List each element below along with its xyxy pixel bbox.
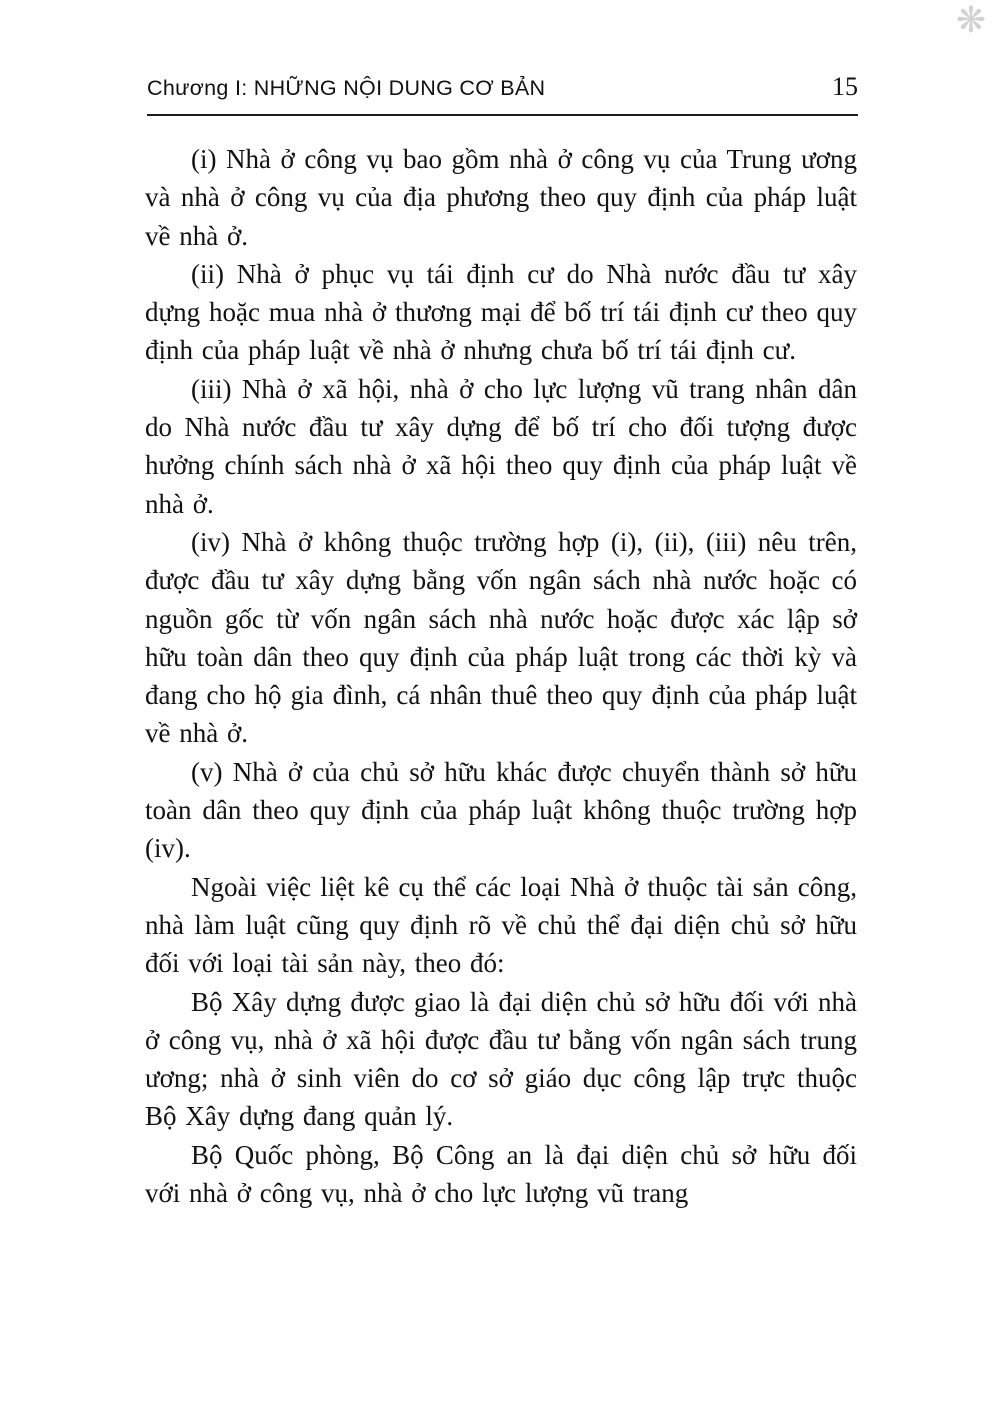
paragraph-ii: (ii) Nhà ở phục vụ tái định cư do Nhà nước đầu tư xây dựng hoặc mua nhà ở thương mại để bố trí tái định cư theo quy định của pháp luật về nhà ở nhưng chưa bố trí tái định cư. [145, 258, 857, 366]
chapter-title: Chương I: NHỮNG NỘI DUNG CƠ BẢN [147, 76, 546, 100]
page-number: 15 [832, 72, 858, 101]
paragraph-i: (i) Nhà ở công vụ bao gồm nhà ở công vụ của Trung ương và nhà ở công vụ của địa phương theo quy định của pháp luật về nhà ở. [145, 144, 857, 251]
flower-asterisk-icon: ❋ [955, 0, 986, 40]
paragraph-iii: (iii) Nhà ở xã hội, nhà ở cho lực lượng vũ trang nhân dân do Nhà nước đầu tư xây dựng để bố trí cho đối tượng được hưởng chính sách nhà ở xã hội theo quy định của pháp luật về nhà ở. [145, 373, 857, 519]
paragraph-bo-xay-dung: Bộ Xây dựng được giao là đại diện chủ sở hữu đối với nhà ở công vụ, nhà ở xã hội được đầu tư bằng vốn ngân sách trung ương; nhà ở sinh viên do cơ sở giáo dục công lập trực thuộc Bộ Xây dựng đang quản lý. [145, 986, 857, 1132]
paragraph-bo-quoc-phong: Bộ Quốc phòng, Bộ Công an là đại diện chủ sở hữu đối với nhà ở công vụ, nhà ở cho lực lượng vũ trang [145, 1139, 857, 1209]
paragraph-v: (v) Nhà ở của chủ sở hữu khác được chuyển thành sở hữu toàn dân theo quy định của pháp luật không thuộc trường hợp (iv). [145, 756, 857, 864]
paragraph-ngoai-viec: Ngoài việc liệt kê cụ thể các loại Nhà ở thuộc tài sản công, nhà làm luật cũng quy định rõ về chủ thể đại diện chủ sở hữu đối với loại tài sản này, theo đó: [145, 871, 857, 979]
page-header [147, 72, 858, 116]
body-text [145, 140, 857, 1212]
paragraph-iv: (iv) Nhà ở không thuộc trường hợp (i), (ii), (iii) nêu trên, được đầu tư xây dựng bằng vốn ngân sách nhà nước hoặc có nguồn gốc từ vốn ngân sách nhà nước hoặc được xác lập sở hữu toàn dân theo quy định của pháp luật trong các thời kỳ và đang cho hộ gia đình, cá nhân thuê theo quy định của pháp luật về nhà ở. [145, 526, 857, 749]
